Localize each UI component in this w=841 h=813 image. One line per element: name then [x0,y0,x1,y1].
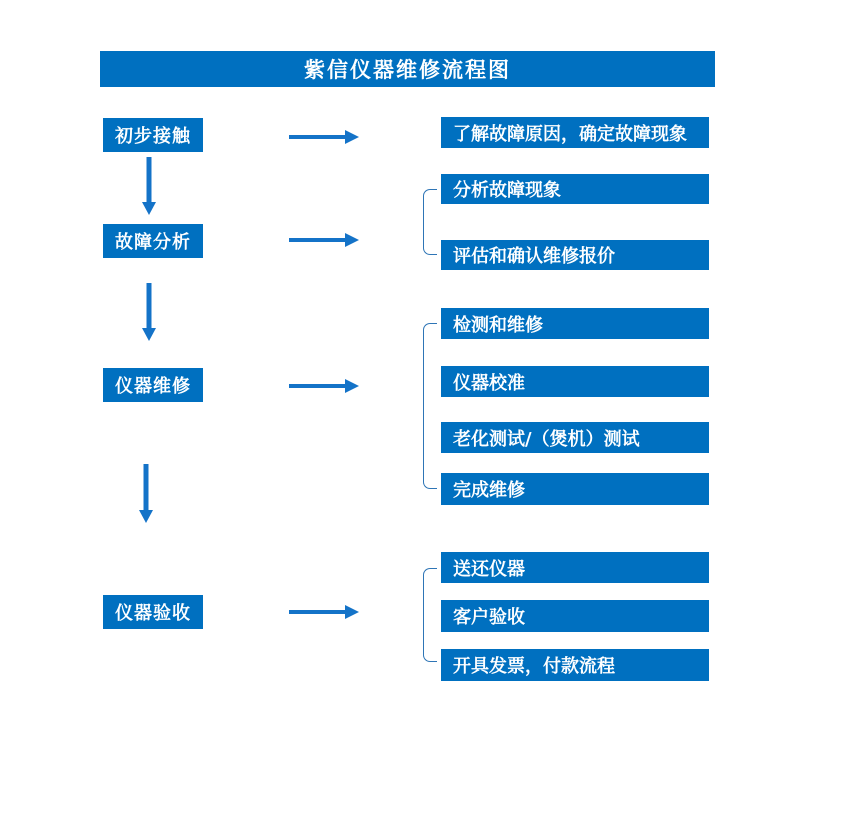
right-arrow-icon [289,233,359,247]
down-arrow-icon [141,283,157,341]
detail-box-return-instrument: 送还仪器 [441,552,709,583]
detail-box-understand-fault: 了解故障原因，确定故障现象 [441,117,709,148]
detail-box-invoice-payment: 开具发票，付款流程 [441,649,709,681]
step-box-instrument-repair: 仪器维修 [103,368,203,402]
detail-box-confirm-quote: 评估和确认维修报价 [441,240,709,270]
detail-box-test-and-repair: 检测和维修 [441,308,709,339]
bracket-instrument-repair [423,323,437,489]
right-arrow-icon [289,130,359,144]
down-arrow-icon [138,464,154,523]
bracket-instrument-acceptance [423,568,437,662]
detail-box-aging-test: 老化测试/（煲机）测试 [441,422,709,453]
detail-box-repair-complete: 完成维修 [441,473,709,505]
right-arrow-icon [289,379,359,393]
detail-box-analyze-fault: 分析故障现象 [441,174,709,204]
down-arrow-icon [141,157,157,215]
step-box-initial-contact: 初步接触 [103,118,203,152]
detail-box-customer-acceptance: 客户验收 [441,600,709,632]
step-box-instrument-acceptance: 仪器验收 [103,595,203,629]
bracket-fault-analysis [423,189,437,255]
flowchart-title: 紫信仪器维修流程图 [100,51,715,87]
detail-box-calibration: 仪器校准 [441,366,709,397]
step-box-fault-analysis: 故障分析 [103,224,203,258]
right-arrow-icon [289,605,359,619]
